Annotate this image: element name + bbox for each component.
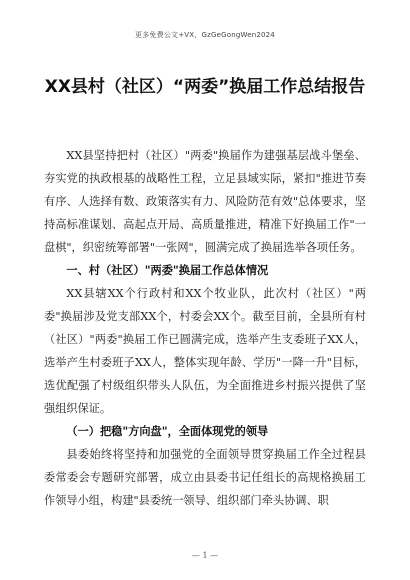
document-body	[44, 144, 366, 512]
document-title: XX县村（社区）“两委”换届工作总结报告	[44, 77, 366, 97]
header-promo-note: 更多免费公文+VX，GzGeGongWen2024	[135, 31, 275, 39]
page-number: — 1 —	[191, 551, 219, 560]
subsection-1-heading: （一）把稳"方向盘"，全面体现党的领导	[66, 425, 269, 438]
subsection-1-paragraph: 县委始终将坚持和加强党的全面领导贯穿换届工作全过程县委常委会专题研究部署，成立由县委书记任组长的高规格换届工作领导小组，构建"县委统一领导、组织部门牵头协调、职	[44, 448, 366, 507]
intro-paragraph: XX县坚持把村（社区）"两委"换届作为建强基层战斗堡垒、夯实党的执政根基的战略性工程，立足县域实际，紧扣"推进节奏有序、人选择有数、政策落实有力、风险防范有效"总体要求，坚持高标准谋划、高起点开局、高质量推进，精准下好换届工作"一盘棋"，织密统筹部署"一张网"，圆满完成了换届选举各项任务。	[44, 149, 366, 254]
section-1-paragraph: XX县辖XX个行政村和XX个牧业队，此次村（社区）"两委"换届涉及党支部XX个，村委会XX个。截至目前，全县所有村（社区）"两委"换届工作已圆满完成，选举产生支委班子XX人，选举产生村委班子XX人，整体实现年龄、学历"一降一升"目标，选优配强了村级组织带头人队伍，为全面推进乡村振兴提供了坚强组织保证。	[44, 287, 366, 415]
section-1-heading: 一、村（社区）"两委"换届工作总体情况	[66, 264, 269, 277]
